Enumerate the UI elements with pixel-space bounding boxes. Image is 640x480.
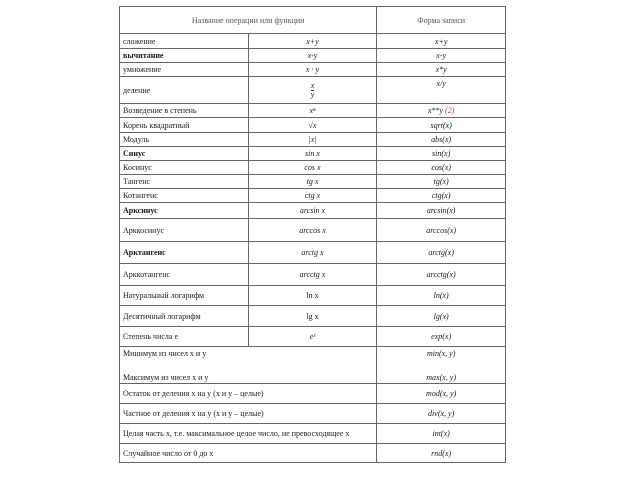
op-name: Корень квадратный [120, 118, 249, 133]
program-notation: x/y [377, 77, 506, 104]
program-notation-extra: (2) [445, 106, 455, 115]
program-notation: max(x, y) [426, 372, 457, 382]
math-notation: sin x [248, 147, 377, 161]
math-notation: ctg x [248, 189, 377, 203]
op-name: Десятичный логарифм [120, 306, 249, 327]
program-notation: abs(x) [377, 133, 506, 147]
math-notation: eˣ [248, 327, 377, 347]
program-notation: int(x) [377, 424, 506, 444]
math-notation: arccos x [248, 219, 377, 242]
op-name: Минимум из чисел х и у [123, 348, 207, 358]
table-row [120, 384, 506, 404]
table-row [120, 147, 506, 161]
program-notation: rnd(x) [377, 444, 506, 463]
table-row [120, 189, 506, 203]
math-notation: √x [248, 118, 377, 133]
math-notation: arctg x [248, 242, 377, 264]
header-operation: Название операции или функции [120, 7, 377, 34]
minmax-name-stack [123, 349, 373, 382]
program-notation: x**y [427, 106, 444, 115]
op-name: Степень числа е [120, 327, 249, 347]
math-notation: lg x [248, 306, 377, 327]
table-row-minmax [120, 347, 506, 384]
op-name: умножение [120, 63, 249, 77]
op-name: Котангенс [120, 189, 249, 203]
op-name: Целая часть х, т.е. максимальное целое число, не превосходящее х [120, 424, 377, 444]
program-notation: cos(x) [377, 161, 506, 175]
table-row [120, 444, 506, 463]
table-row [120, 404, 506, 424]
math-notation: x · y [248, 63, 377, 77]
program-notation-cell [377, 104, 506, 118]
program-notation: arcsin(x) [377, 203, 506, 219]
table-row [120, 63, 506, 77]
header-notation: Форма записи [377, 7, 506, 34]
program-notation: sin(x) [377, 147, 506, 161]
fraction-numerator: x [310, 80, 315, 90]
program-notation: ctg(x) [377, 189, 506, 203]
program-notation: mod(x, y) [377, 384, 506, 404]
functions-table [119, 6, 506, 463]
op-name: Тангенс [120, 175, 249, 189]
minmax-notation-stack [380, 349, 502, 382]
op-name: Модуль [120, 133, 249, 147]
program-notation: exp(x) [377, 327, 506, 347]
program-notation: sqrt(x) [377, 118, 506, 133]
table-row [120, 219, 506, 242]
program-notation: arctg(x) [377, 242, 506, 264]
op-name: деление [120, 77, 249, 104]
program-notation: tg(x) [377, 175, 506, 189]
math-notation: x-y [248, 49, 377, 63]
table-row [120, 77, 506, 104]
fraction [311, 82, 315, 99]
op-name: Натуральный логарифм [120, 286, 249, 306]
table-row [120, 264, 506, 286]
table-row [120, 286, 506, 306]
table-row [120, 104, 506, 118]
op-name: Синус [120, 147, 249, 161]
math-notation: arcsin x [248, 203, 377, 219]
op-name: Арктангенс [120, 242, 249, 264]
program-notation: arcctg(x) [377, 264, 506, 286]
op-name: Арккосинус [120, 219, 249, 242]
program-notation: x*y [377, 63, 506, 77]
math-notation: cos x [248, 161, 377, 175]
op-name: Остаток от деления х на у (х и у – целые) [120, 384, 377, 404]
op-name: Арккотангенс [120, 264, 249, 286]
table-row [120, 34, 506, 49]
program-notation: min(x, y) [426, 348, 456, 358]
math-notation: arcctg x [248, 264, 377, 286]
math-notation: x+y [248, 34, 377, 49]
minmax-names [120, 347, 377, 384]
table-row [120, 161, 506, 175]
table-row [120, 242, 506, 264]
fraction-denominator: y [310, 89, 315, 99]
table-row [120, 133, 506, 147]
table-row [120, 327, 506, 347]
table-row [120, 118, 506, 133]
minmax-notation [377, 347, 506, 384]
math-notation: |x| [248, 133, 377, 147]
table-row [120, 424, 506, 444]
op-name: Косинус [120, 161, 249, 175]
math-fraction [248, 77, 377, 104]
program-notation: x+y [377, 34, 506, 49]
program-notation: lg(x) [377, 306, 506, 327]
program-notation: x-y [377, 49, 506, 63]
op-name: Максимум из чисел х и у [123, 372, 209, 382]
op-name: сложение [120, 34, 249, 49]
math-notation: tg x [248, 175, 377, 189]
table-row [120, 49, 506, 63]
table-row [120, 306, 506, 327]
op-name: Случайное число от 0 до х [120, 444, 377, 463]
math-notation: ln x [248, 286, 377, 306]
op-name: вычитание [120, 49, 249, 63]
program-notation: arccos(x) [377, 219, 506, 242]
op-name: Арксинус [120, 203, 249, 219]
program-notation: ln(x) [377, 286, 506, 306]
table-row [120, 175, 506, 189]
math-notation: xⁿ [248, 104, 377, 118]
op-name: Частное от деления х на у (х и у – целые) [120, 404, 377, 424]
table-header-row [120, 7, 506, 34]
program-notation: div(x, y) [377, 404, 506, 424]
table-row [120, 203, 506, 219]
op-name: Возведение в степень [120, 104, 249, 118]
